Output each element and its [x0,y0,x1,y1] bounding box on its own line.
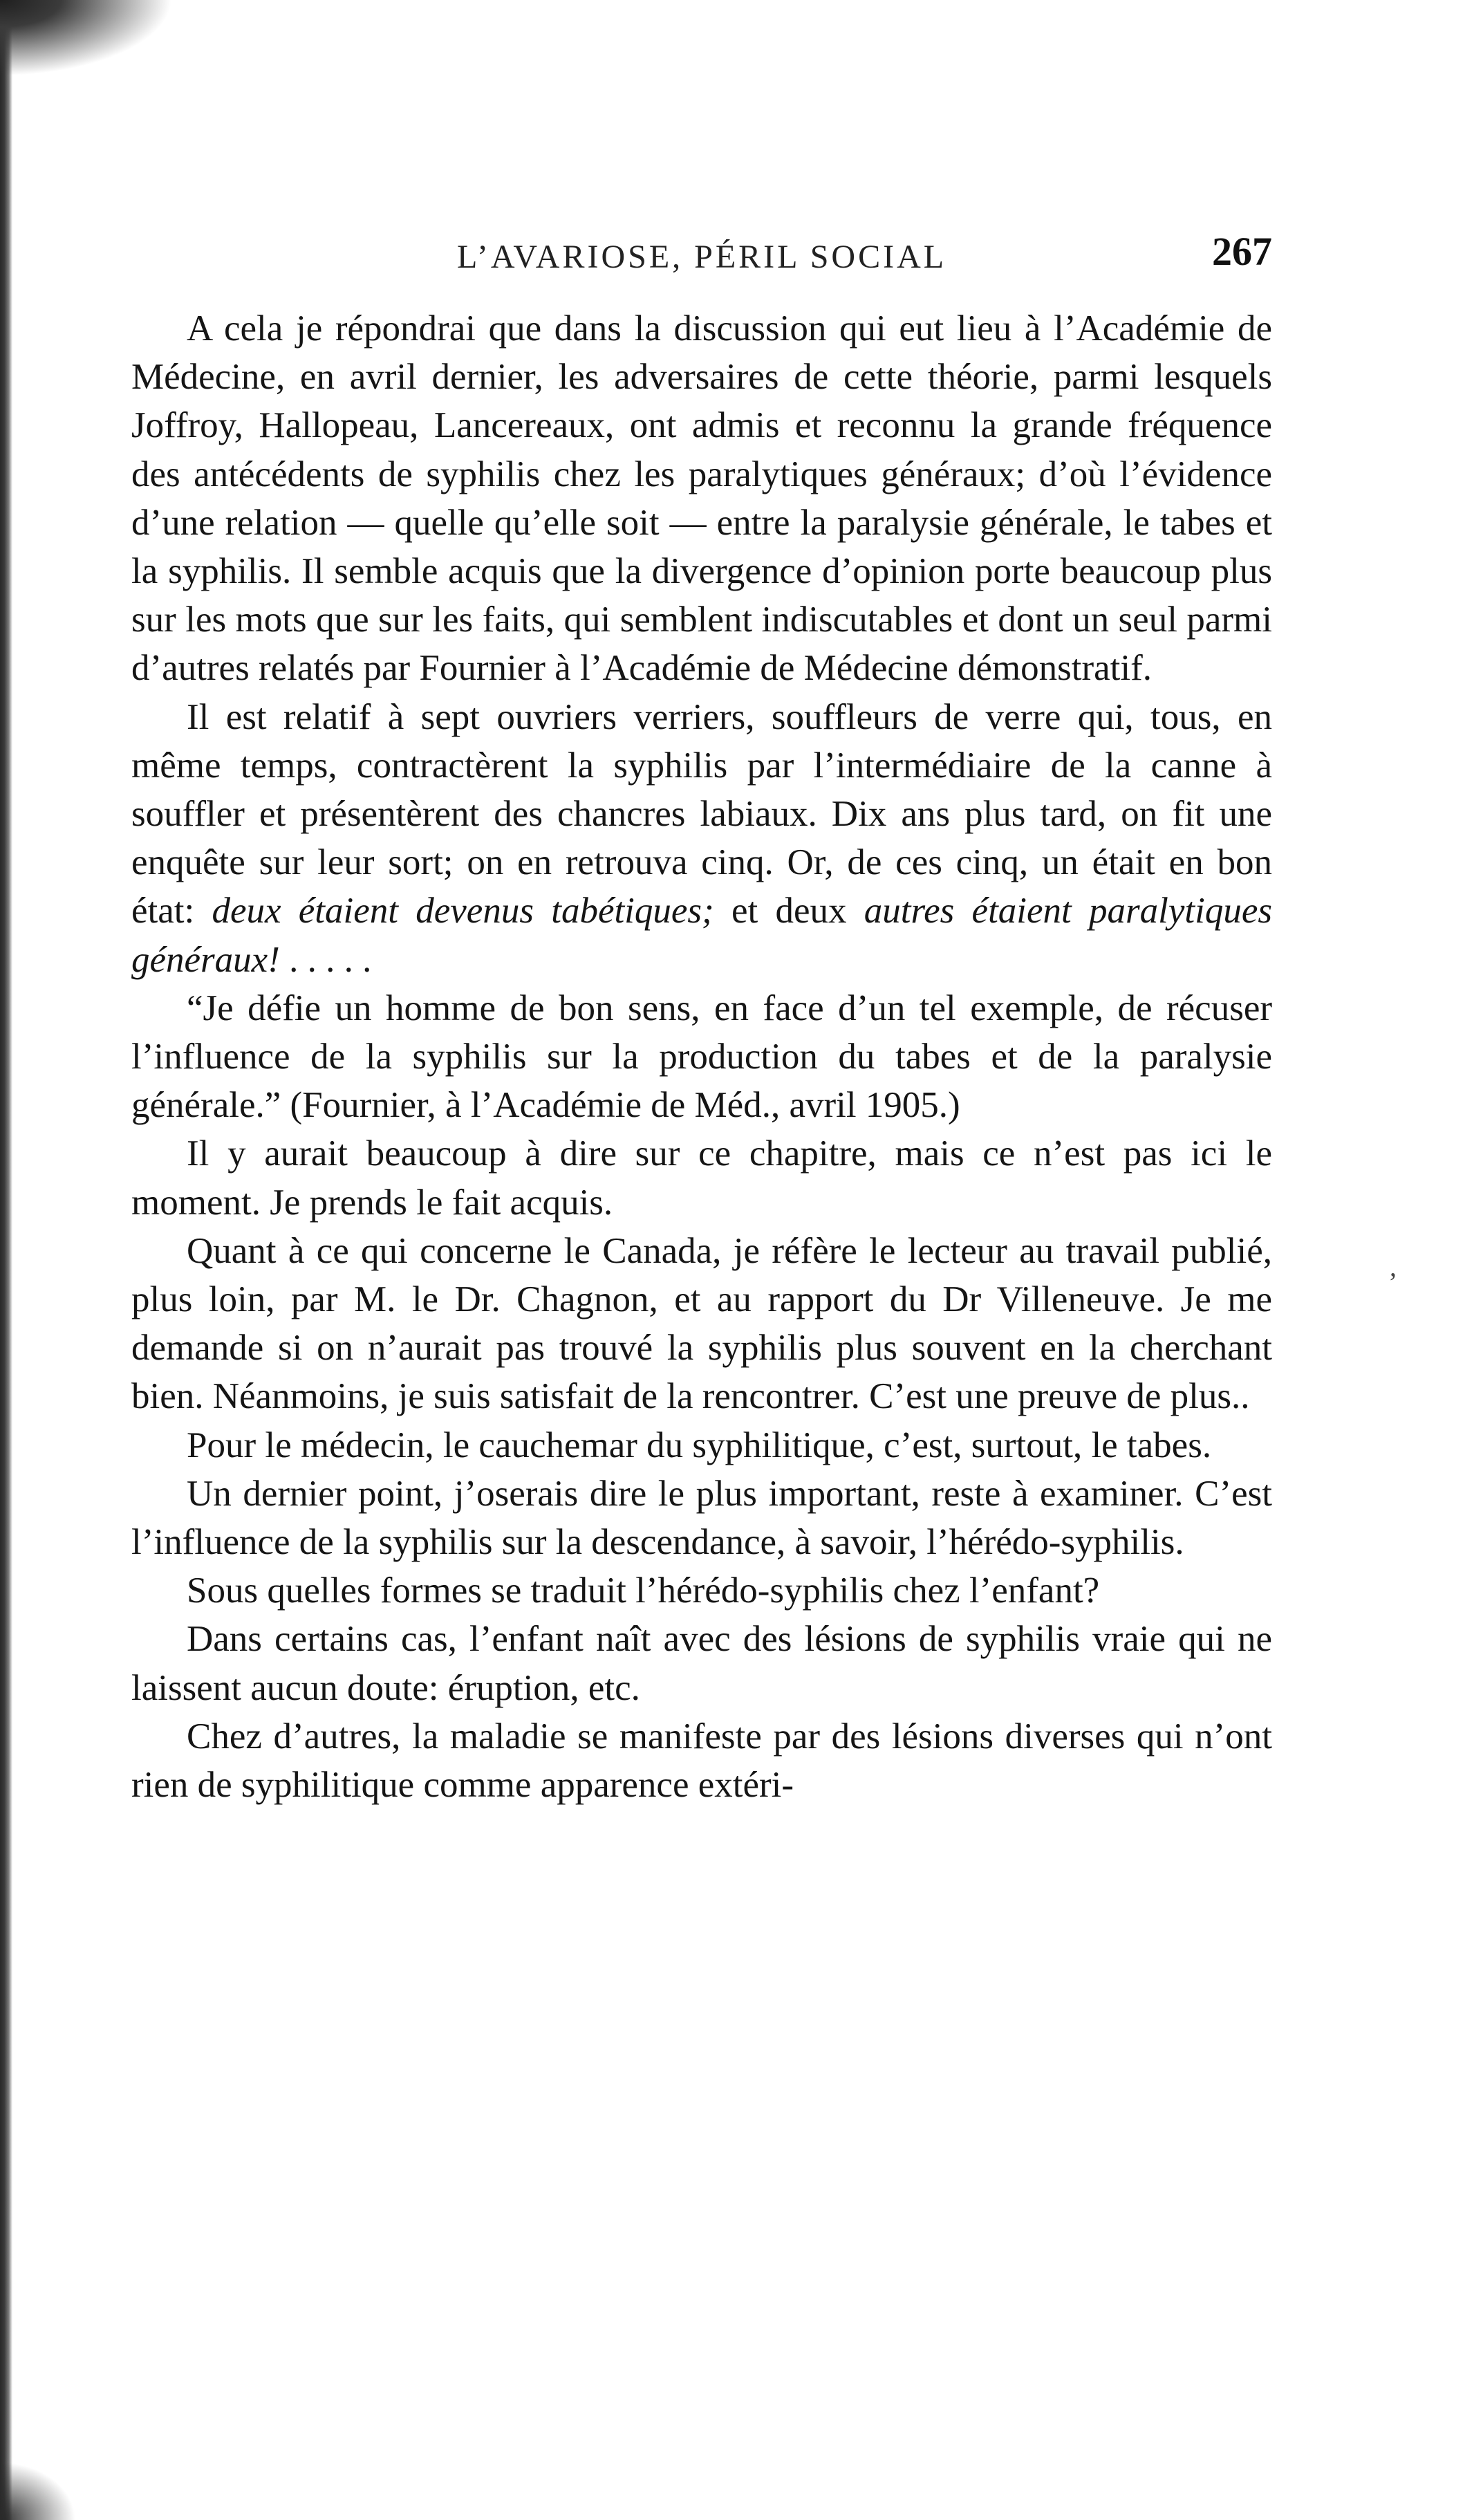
paragraph: Un dernier point, j’oserais dire le plus important, reste à examiner. C’est l’influence de la syphilis sur la descendance, à savoir, l’hérédo-syphilis. [131,1473,1272,1563]
paragraph: Sous quelles formes se traduit l’hérédo-syphilis chez l’enfant? [187,1571,1100,1611]
scan-binding-shadow [0,0,12,2520]
paragraph: Quant à ce qui concerne le Canada, je réfère le lecteur au travail publié, plus loin, par M. le Dr. Chagnon, et au rapport du Dr Villeneuve. Je me demande si on n’aurait pas trouvé la syphilis plus souvent en la cherchant bien. Néanmoins, je suis satisfait de la rencontrer. C’est une preuve de plus.. [131,1230,1272,1417]
page-body [131,304,1272,1809]
paragraph: Il y aurait beaucoup à dire sur ce chapitre, mais ce n’est pas ici le moment. Je prends le fait acquis. [131,1133,1272,1223]
quotation: “Je défie un homme de bon sens, en face d’un tel exemple, de récuser l’influence de la syphilis sur la production du tabes et de la paralysie générale.” (Fournier, à l’Académie de Méd., avril 1905.) [131,988,1272,1126]
paragraph [131,984,1272,1130]
paragraph: Pour le médecin, le cauchemar du syphilitique, c’est, surtout, le tabes. [187,1425,1212,1465]
margin-mark: , [1390,1251,1397,1282]
scan-foot-shadow [0,2462,76,2520]
running-title: L’AVARIOSE, PÉRIL SOCIAL [456,239,947,275]
scan-corner-shadow [0,0,173,76]
page-number: 267 [1212,229,1272,274]
italic-phrase: deux étaient devenus tabétiques; [212,891,714,932]
running-header [131,228,1272,290]
paragraph: A cela je répondrai que dans la discussion qui eut lieu à l’Académie de Médecine, en avril dernier, les adversaires de cette théorie, parmi lesquels Joffroy, Hallopeau, Lancereaux, ont admis et reconnu la grande fréquence des antécédents de syphilis chez les paralytiques généraux; d’où l’évidence d’une relation — quelle qu’elle soit — entre la paralysie générale, le tabes et la syphilis. Il semble acquis que la divergence d’opinion porte beaucoup plus sur les mots que sur les faits, qui semblent indiscutables et dont un seul parmi d’autres relatés par Fournier à l’Académie de Médecine démonstratif. [131,308,1272,689]
paragraph: Il est relatif à sept ouvriers verriers, souffleurs de verre qui, tous, en même temps, contractèrent la syphilis par l’intermédiaire de la canne à souffler et présentèrent des chancres labiaux. Dix ans plus tard, on fit une enquête sur leur sort; on en retrouva cinq. Or, de ces cinq, un était en bon état: deux étaient devenus tabétiques; et deux autres étaient paralytiques généraux! . . . . . [131,696,1273,980]
paragraph: Chez d’autres, la maladie se manifeste par des lésions diverses qui n’ont rien de syphilitique comme apparence extéri- [131,1716,1272,1806]
paragraph: Dans certains cas, l’enfant naît avec des lésions de syphilis vraie qui ne laissent aucun doute: éruption, etc. [131,1619,1272,1708]
italic-phrase: autres étaient paralytiques généraux! [131,891,1273,980]
